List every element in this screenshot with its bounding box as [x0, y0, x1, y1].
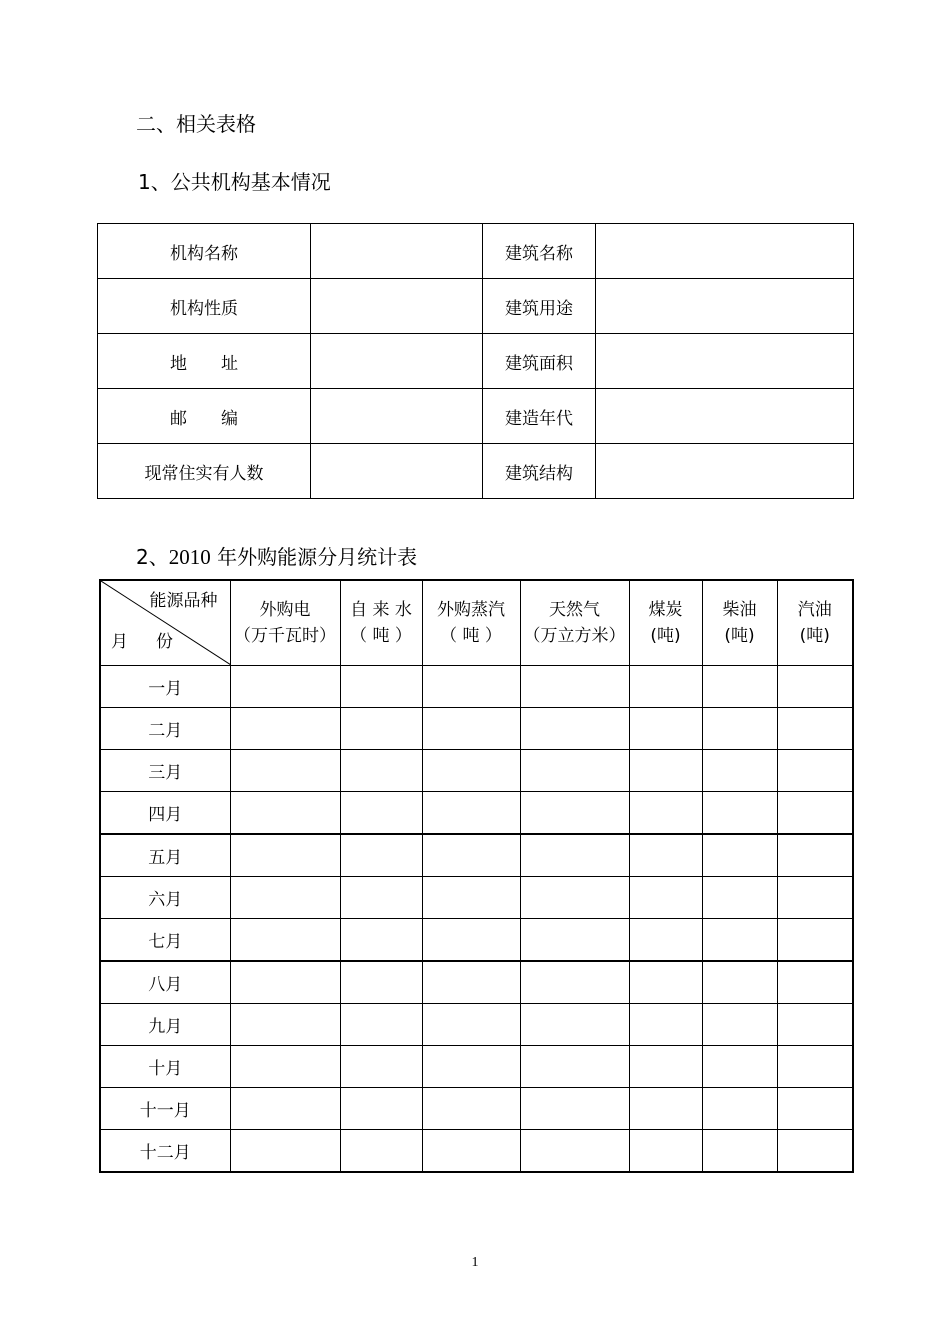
month-row — [100, 792, 853, 835]
month-row — [100, 1130, 853, 1173]
energy-value-cell[interactable] — [777, 919, 853, 962]
energy-value-cell[interactable] — [340, 750, 422, 792]
building-label: 建筑面积 — [483, 334, 596, 389]
energy-value-cell[interactable] — [520, 1004, 629, 1046]
info-value-field[interactable] — [311, 224, 483, 279]
corner-month-char: 月 — [111, 632, 128, 652]
building-value-field[interactable] — [596, 279, 854, 334]
energy-statistics-table — [99, 579, 854, 1173]
energy-value-cell[interactable] — [340, 1088, 422, 1130]
energy-type-unit: （万立方米） — [523, 626, 626, 646]
info-row — [98, 224, 854, 279]
building-label: 建筑结构 — [483, 444, 596, 499]
energy-column-header — [777, 580, 853, 666]
energy-value-cell[interactable] — [702, 666, 777, 708]
info-value-field[interactable] — [311, 334, 483, 389]
energy-type-unit: （ 吨 ） — [440, 626, 502, 646]
month-row — [100, 666, 853, 708]
energy-value-cell[interactable] — [230, 1088, 340, 1130]
energy-value-cell[interactable] — [629, 1130, 702, 1173]
energy-type-unit: (吨) — [650, 626, 681, 646]
energy-value-cell[interactable] — [230, 1046, 340, 1088]
energy-column-header — [230, 580, 340, 666]
energy-value-cell[interactable] — [422, 1004, 520, 1046]
month-row — [100, 1004, 853, 1046]
month-row — [100, 834, 853, 877]
building-value-field[interactable] — [596, 389, 854, 444]
energy-value-cell[interactable] — [629, 834, 702, 877]
energy-value-cell[interactable] — [422, 708, 520, 750]
energy-type-name: 煤炭 — [648, 600, 683, 620]
month-label: 二月 — [100, 708, 230, 750]
energy-value-cell[interactable] — [777, 1130, 853, 1173]
info-value-field[interactable] — [311, 444, 483, 499]
month-row — [100, 708, 853, 750]
energy-value-cell[interactable] — [340, 1046, 422, 1088]
energy-column-header — [520, 580, 629, 666]
energy-column-header — [702, 580, 777, 666]
month-row — [100, 1046, 853, 1088]
info-row — [98, 279, 854, 334]
building-value-field[interactable] — [596, 334, 854, 389]
building-label: 建造年代 — [483, 389, 596, 444]
table2-title-year: 2010 — [168, 545, 211, 569]
energy-type-name: 柴油 — [722, 600, 757, 620]
month-label: 五月 — [100, 834, 230, 877]
energy-value-cell[interactable] — [777, 708, 853, 750]
corner-fen-char: 份 — [156, 632, 173, 652]
energy-column-header — [340, 580, 422, 666]
energy-value-cell[interactable] — [340, 792, 422, 835]
energy-type-unit: (吨) — [799, 626, 830, 646]
energy-value-cell[interactable] — [340, 1130, 422, 1173]
energy-value-cell[interactable] — [702, 792, 777, 835]
energy-type-name: 汽油 — [797, 600, 832, 620]
corner-header-cell — [100, 580, 230, 666]
building-label: 建筑名称 — [483, 224, 596, 279]
energy-value-cell[interactable] — [520, 877, 629, 919]
energy-value-cell[interactable] — [520, 708, 629, 750]
energy-value-cell[interactable] — [230, 792, 340, 835]
basic-info-table — [97, 223, 854, 499]
table2-title — [136, 545, 417, 569]
energy-table-header-row — [100, 580, 853, 666]
energy-type-unit: （ 吨 ） — [350, 626, 412, 646]
energy-value-cell[interactable] — [340, 666, 422, 708]
energy-value-cell[interactable] — [520, 792, 629, 835]
energy-value-cell[interactable] — [777, 877, 853, 919]
energy-value-cell[interactable] — [702, 708, 777, 750]
energy-type-name: 外购电 — [259, 600, 311, 620]
energy-value-cell[interactable] — [230, 708, 340, 750]
energy-value-cell[interactable] — [520, 666, 629, 708]
month-label: 八月 — [100, 961, 230, 1004]
energy-type-name: 外购蒸汽 — [437, 600, 505, 620]
energy-value-cell[interactable] — [629, 1088, 702, 1130]
energy-value-cell[interactable] — [629, 750, 702, 792]
energy-value-cell[interactable] — [340, 919, 422, 962]
energy-value-cell[interactable] — [702, 750, 777, 792]
energy-value-cell[interactable] — [777, 750, 853, 792]
energy-value-cell[interactable] — [340, 834, 422, 877]
energy-value-cell[interactable] — [777, 961, 853, 1004]
table2-title-suffix: 年外购能源分月统计表 — [210, 545, 418, 569]
corner-month-label — [111, 629, 173, 655]
energy-value-cell[interactable] — [422, 792, 520, 835]
energy-value-cell[interactable] — [422, 1046, 520, 1088]
month-label: 四月 — [100, 792, 230, 835]
month-row — [100, 877, 853, 919]
energy-value-cell[interactable] — [520, 961, 629, 1004]
energy-value-cell[interactable] — [702, 961, 777, 1004]
energy-value-cell[interactable] — [777, 666, 853, 708]
energy-type-unit: （万千瓦时） — [234, 626, 336, 646]
info-label: 机构性质 — [98, 279, 311, 334]
energy-value-cell[interactable] — [230, 1004, 340, 1046]
energy-value-cell[interactable] — [777, 1004, 853, 1046]
energy-value-cell[interactable] — [629, 919, 702, 962]
info-value-field[interactable] — [311, 389, 483, 444]
energy-value-cell[interactable] — [520, 1046, 629, 1088]
energy-value-cell[interactable] — [629, 1004, 702, 1046]
energy-value-cell[interactable] — [629, 666, 702, 708]
energy-value-cell[interactable] — [340, 1004, 422, 1046]
energy-type-name: 天然气 — [549, 600, 600, 620]
table2-title-prefix: 2、 — [136, 545, 169, 569]
month-label: 九月 — [100, 1004, 230, 1046]
energy-value-cell[interactable] — [629, 792, 702, 835]
energy-value-cell[interactable] — [777, 1088, 853, 1130]
energy-value-cell[interactable] — [422, 1130, 520, 1173]
energy-value-cell[interactable] — [777, 834, 853, 877]
building-value-field[interactable] — [596, 444, 854, 499]
month-row — [100, 961, 853, 1004]
energy-column-header — [629, 580, 702, 666]
energy-value-cell[interactable] — [702, 1088, 777, 1130]
energy-value-cell[interactable] — [702, 877, 777, 919]
month-row — [100, 919, 853, 962]
info-label: 地 址 — [98, 334, 311, 389]
energy-value-cell[interactable] — [422, 666, 520, 708]
energy-value-cell[interactable] — [520, 834, 629, 877]
month-label: 三月 — [100, 750, 230, 792]
month-label: 六月 — [100, 877, 230, 919]
month-label: 十二月 — [100, 1130, 230, 1173]
energy-value-cell[interactable] — [629, 1046, 702, 1088]
energy-value-cell[interactable] — [520, 750, 629, 792]
energy-value-cell[interactable] — [702, 1130, 777, 1173]
energy-type-unit: (吨) — [724, 626, 755, 646]
energy-value-cell[interactable] — [422, 1088, 520, 1130]
energy-value-cell[interactable] — [629, 708, 702, 750]
energy-value-cell[interactable] — [340, 877, 422, 919]
info-row — [98, 389, 854, 444]
energy-value-cell[interactable] — [230, 1130, 340, 1173]
info-value-field[interactable] — [311, 279, 483, 334]
energy-value-cell[interactable] — [520, 1130, 629, 1173]
energy-value-cell[interactable] — [629, 961, 702, 1004]
info-row — [98, 444, 854, 499]
building-label: 建筑用途 — [483, 279, 596, 334]
energy-value-cell[interactable] — [422, 834, 520, 877]
corner-energy-type-label: 能源品种 — [149, 591, 218, 611]
info-label: 现常住实有人数 — [98, 444, 311, 499]
info-row — [98, 334, 854, 389]
month-label: 十月 — [100, 1046, 230, 1088]
month-row — [100, 750, 853, 792]
month-label: 十一月 — [100, 1088, 230, 1130]
energy-value-cell[interactable] — [230, 834, 340, 877]
energy-value-cell[interactable] — [777, 792, 853, 835]
energy-value-cell[interactable] — [230, 961, 340, 1004]
energy-value-cell[interactable] — [422, 877, 520, 919]
table1-title: 1、公共机构基本情况 — [138, 170, 331, 194]
energy-type-name: 自 来 水 — [350, 600, 412, 620]
energy-value-cell[interactable] — [230, 919, 340, 962]
energy-value-cell[interactable] — [422, 919, 520, 962]
page-number: 1 — [471, 1255, 479, 1270]
energy-value-cell[interactable] — [230, 750, 340, 792]
energy-value-cell[interactable] — [702, 834, 777, 877]
energy-value-cell[interactable] — [340, 961, 422, 1004]
energy-column-header — [422, 580, 520, 666]
energy-value-cell[interactable] — [520, 1088, 629, 1130]
info-label: 机构名称 — [98, 224, 311, 279]
energy-value-cell[interactable] — [520, 919, 629, 962]
building-value-field[interactable] — [596, 224, 854, 279]
energy-value-cell[interactable] — [702, 1004, 777, 1046]
energy-value-cell[interactable] — [629, 877, 702, 919]
month-label: 七月 — [100, 919, 230, 962]
month-row — [100, 1088, 853, 1130]
energy-value-cell[interactable] — [702, 1046, 777, 1088]
energy-value-cell[interactable] — [230, 666, 340, 708]
energy-value-cell[interactable] — [422, 961, 520, 1004]
energy-value-cell[interactable] — [230, 877, 340, 919]
section-title: 二、相关表格 — [136, 112, 256, 136]
energy-value-cell[interactable] — [777, 1046, 853, 1088]
energy-value-cell[interactable] — [340, 708, 422, 750]
info-label: 邮 编 — [98, 389, 311, 444]
energy-value-cell[interactable] — [422, 750, 520, 792]
month-label: 一月 — [100, 666, 230, 708]
energy-value-cell[interactable] — [702, 919, 777, 962]
